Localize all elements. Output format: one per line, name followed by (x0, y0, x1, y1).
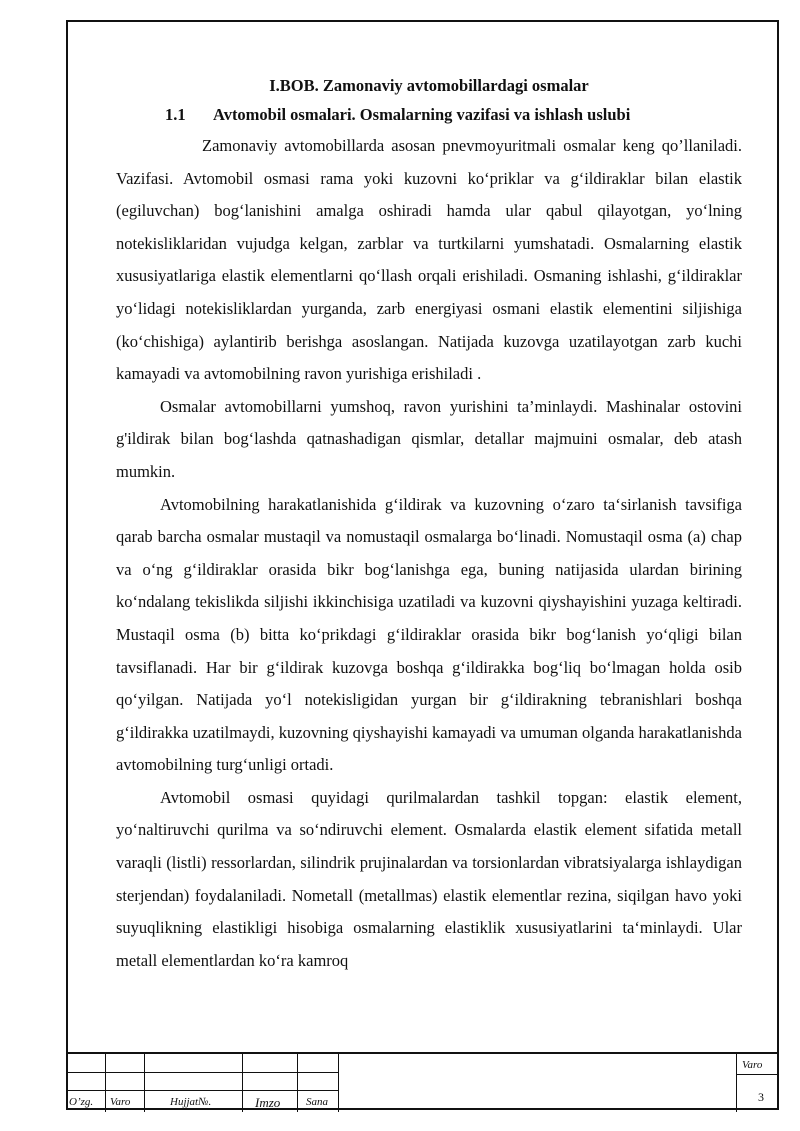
stamp-label-ozg: O’zg. (69, 1096, 94, 1108)
document-body (116, 76, 742, 977)
stamp-label-imzo: Imzo (255, 1095, 281, 1110)
stamp-divider (242, 1054, 243, 1112)
stamp-divider (144, 1054, 145, 1112)
paragraph: Osmalar avtomobillarni yumshoq, ravon yurishini ta’minlaydi. Mashinalar ostovini g'ildirak bilan bog‘lashda qatnashadigan qismlar, detallar majmuini osmalar, deb atash mumkin. (116, 396, 742, 481)
stamp-divider (338, 1054, 339, 1112)
page-number: 3 (758, 1090, 764, 1104)
stamp-label-sana: Sana (306, 1096, 328, 1108)
stamp-label-varo: Varo (110, 1096, 131, 1108)
paragraph: Avtomobil osmasi quyidagi qurilmalardan tashkil topgan: elastik element, yo‘naltiruvchi qurilma va so‘ndiruvchi element. Osmalarda elastik element sifatida metall varaqli (listli) ressorlardan, silindrik prujinalardan va torsionlardan vibratsiyalarga ishlaydigan sterjendan) foydalaniladi. Nometall (metallmas) elastik elementlar rezina, siqilgan havo yoki suyuqlikning elastikligi hisobiga osmalarning elastiklik xususiyatlarini ta‘minlaydi. Ular metall elementlardan ko‘ra kamroq (116, 787, 742, 970)
section-number: 1.1 (165, 105, 186, 124)
stamp-divider (736, 1054, 737, 1112)
stamp-label-hujjat: Hujjat№. (170, 1096, 212, 1108)
stamp-row-line (736, 1074, 779, 1075)
stamp-row-line (66, 1072, 338, 1073)
stamp-row-line (66, 1090, 338, 1091)
section-title: Avtomobil osmalari. Osmalarning vazifasi va ishlash uslubi (213, 105, 631, 124)
paragraph: Zamonaviy avtomobillarda asosan pnevmoyuritmali osmalar keng qo’llaniladi. Vazifasi. Avtomobil osmasi rama yoki kuzovni ko‘priklar va g‘ildiraklar bilan elastik (egiluvchan) bog‘lanishini amalga oshiradi hamda ular qabul qilayotgan, yo‘lning notekisliklaridan vujudga kelgan, zarblar va turtkilarni yumshatadi. Osmalarning elastik xususiyatlariga elastik elementlarni qo‘llash orqali erishiladi. Osmaning ishlashi, g‘ildiraklar yo‘lidagi notekisliklardan yurganda, zarb energiyasi osmani elastik elementini siljishiga (ko‘chishiga) aylantirib berishga asoslangan. Natijada kuzovga uzatilayotgan zarb kuchi kamayadi va avtomobilning ravon yurishiga erishiladi . (116, 136, 742, 384)
section-heading (116, 105, 742, 125)
title-block-stamp (66, 1052, 779, 1110)
stamp-label-varo-right: Varo (742, 1059, 763, 1071)
stamp-divider (105, 1054, 106, 1112)
chapter-title: I.BOB. Zamonaviy avtomobillardagi osmalar (269, 76, 589, 95)
paragraph: Avtomobilning harakatlanishida g‘ildirak va kuzovning o‘zaro ta‘sirlanish tavsifiga qarab barcha osmalar mustaqil va nomustaqil osmalarga bo‘linadi. Nomustaqil osma (a) chap va o‘ng g‘ildiraklar orasida bikr bog‘lanishga ega, buning natijasida ulardan birining ko‘ndalang tekislikda siljishi ikkinchisiga uzatiladi va kuzovni qiyshayishini yuzaga keltiradi. Mustaqil osma (b) bitta ko‘prikdagi g‘ildiraklar orasida bikr bog‘lanish yo‘qligi bilan tavsiflanadi. Har bir g‘ildirak kuzovga boshqa g‘ildirakka bog‘liq bo‘lmagan holda osib qo‘yilgan. Natijada yo‘l notekisligidan yurgan bir g‘ildirakning tebranishlari boshqa g‘ildirakka uzatilmaydi, kuzovning qiyshayishi kamayadi va umuman olganda harakatlanishda avtomobilning turg‘unligi ortadi. (116, 494, 742, 775)
stamp-divider (297, 1054, 298, 1112)
